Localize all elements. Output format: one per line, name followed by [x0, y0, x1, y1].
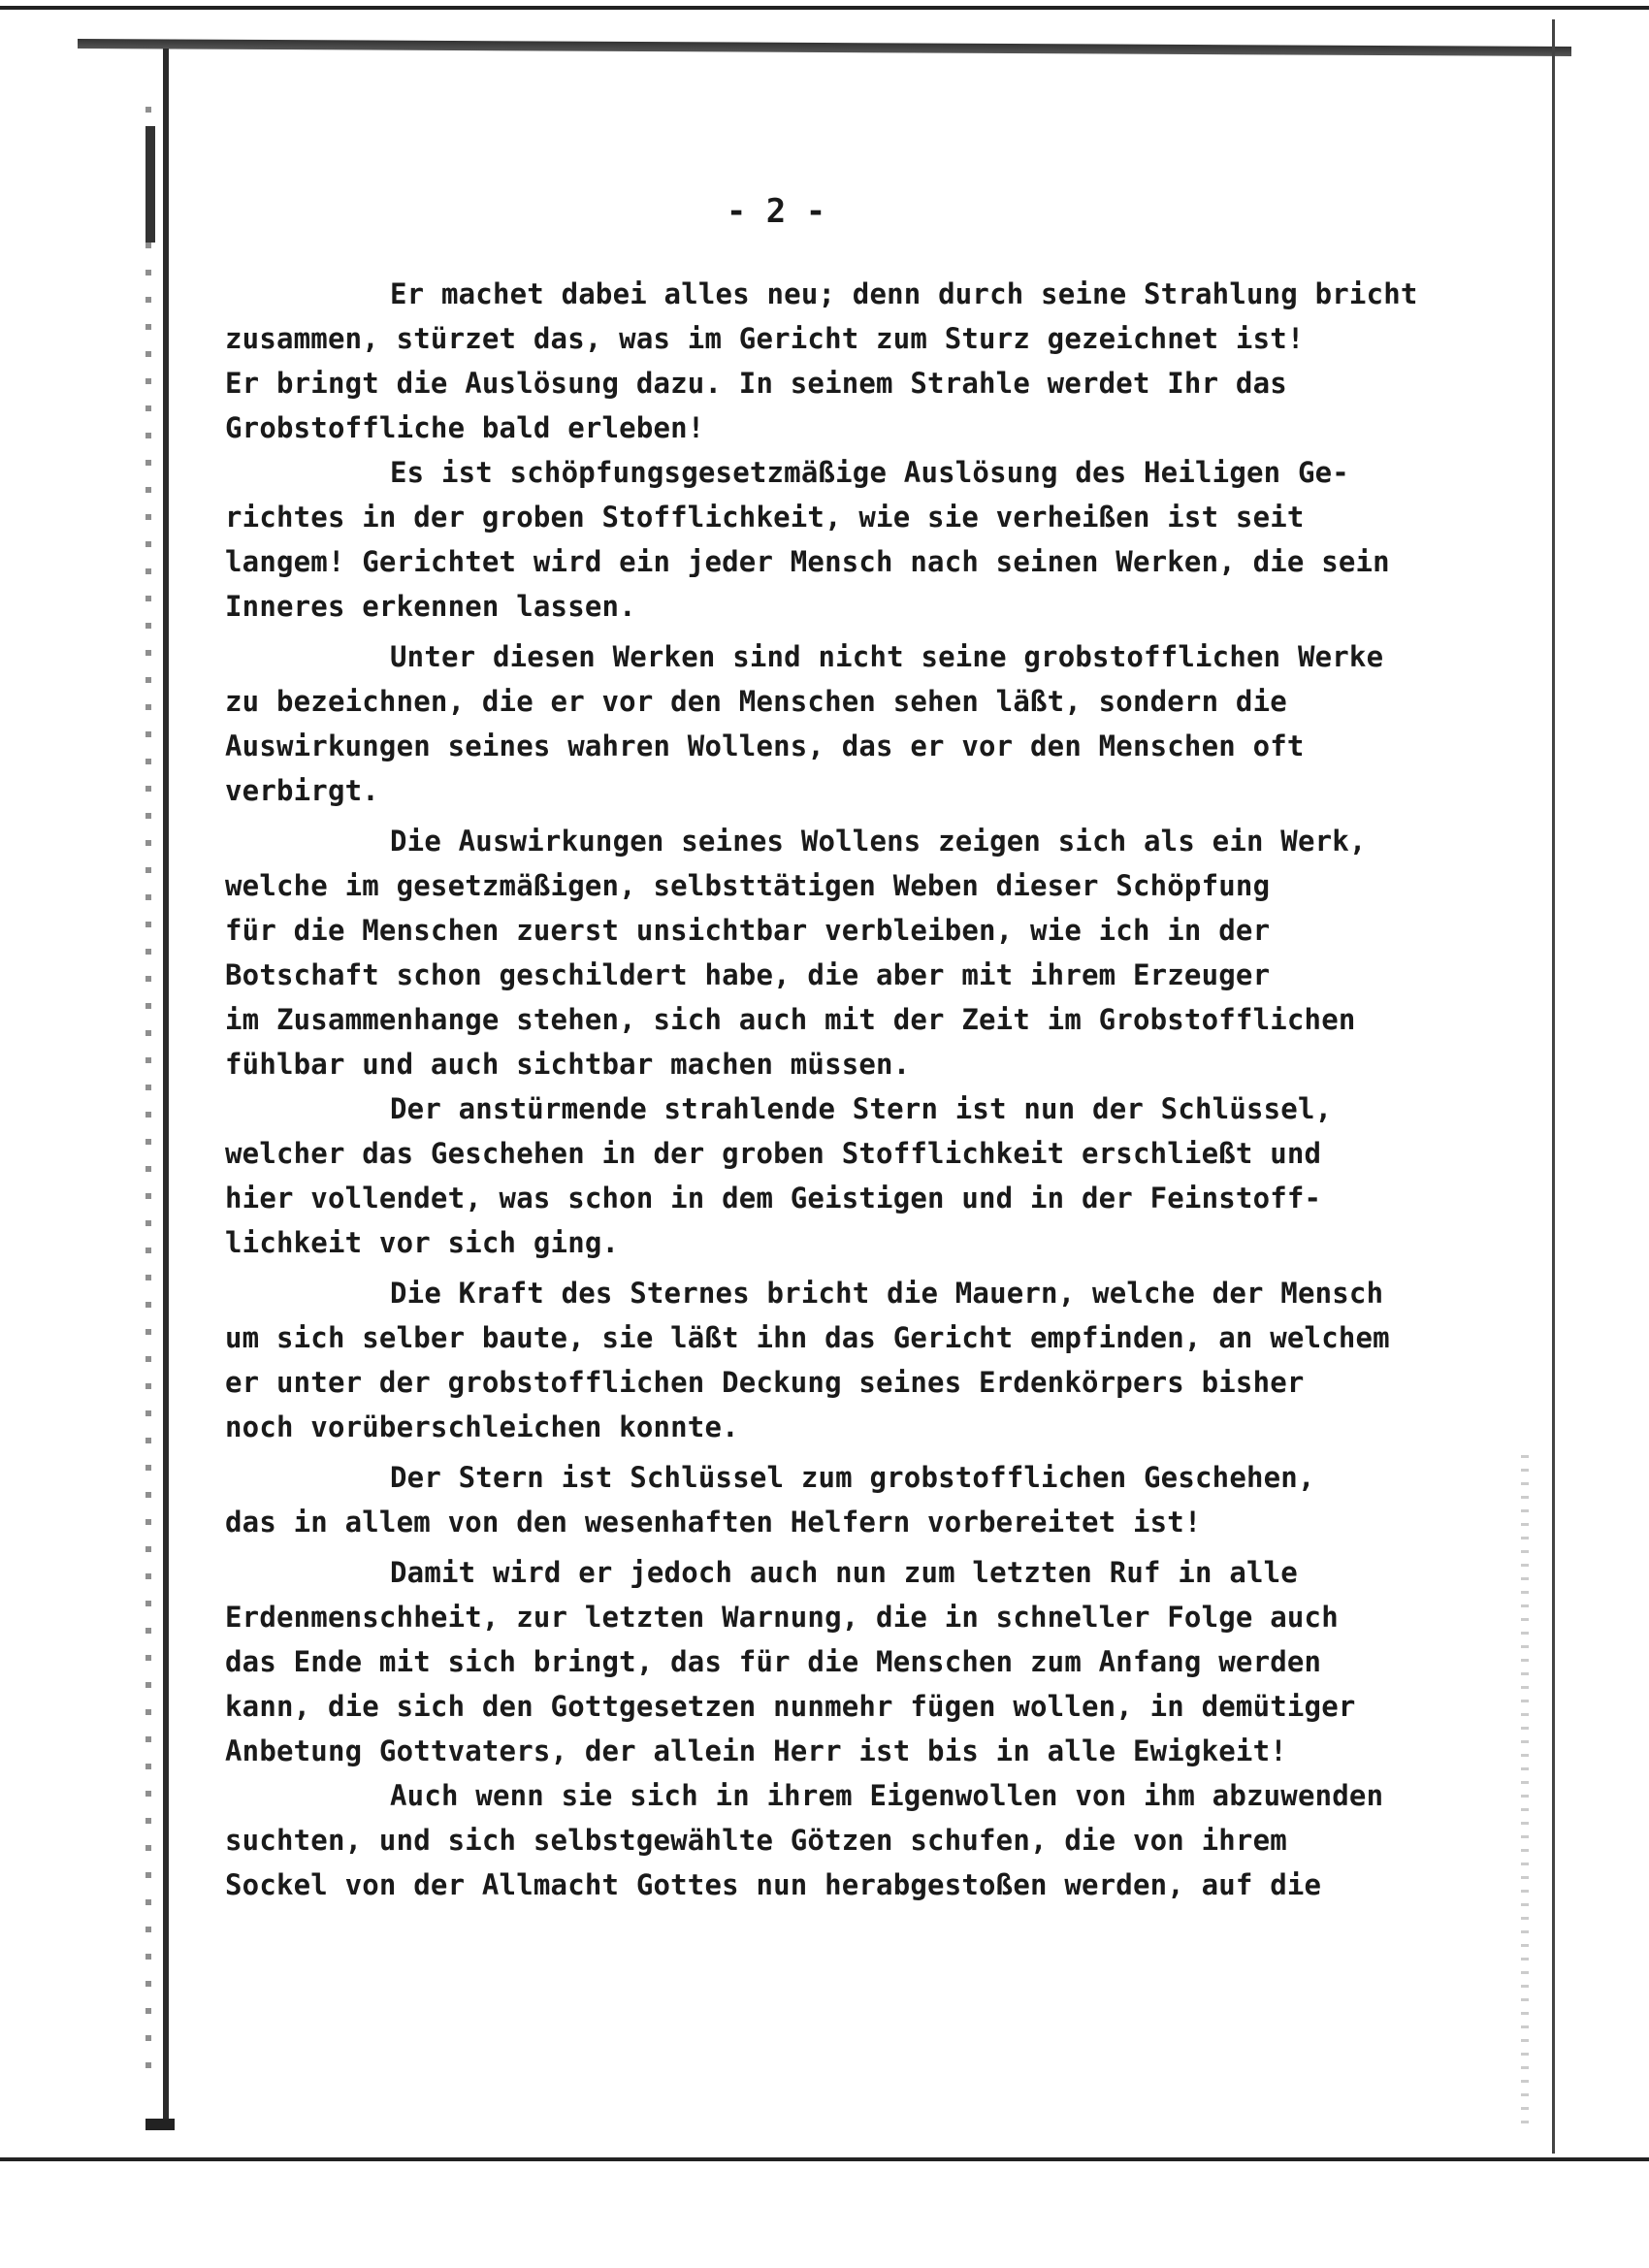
text-line: Es ist schöpfungsgesetzmäßige Auslösung des Heiligen Ge-	[390, 456, 1349, 489]
scan-border-bottom	[0, 2157, 1649, 2161]
text-line: er unter der grobstofflichen Deckung seines Erdenkörpers bisher	[225, 1366, 1305, 1399]
text-line: noch vorüberschleichen konnte.	[225, 1410, 739, 1443]
text-line: Der Stern ist Schlüssel zum grobstofflichen Geschehen,	[390, 1461, 1315, 1494]
text-line: zusammen, stürzet das, was im Gericht zum Sturz gezeichnet ist!	[225, 322, 1305, 355]
scan-binding-left	[163, 49, 169, 2124]
text-line: hier vollendet, was schon in dem Geistigen und in der Feinstoff-	[225, 1182, 1322, 1215]
text-line: Der anstürmende strahlende Stern ist nun der Schlüssel,	[390, 1092, 1333, 1125]
text-line: Anbetung Gottvaters, der allein Herr ist bis in alle Ewigkeit!	[225, 1734, 1287, 1767]
text-line: für die Menschen zuerst unsichtbar verbleiben, wie ich in der	[225, 914, 1271, 947]
text-line: welche im gesetzmäßigen, selbsttätigen Weben dieser Schöpfung	[225, 869, 1271, 902]
text-line: zu bezeichnen, die er vor den Menschen sehen läßt, sondern die	[225, 685, 1287, 718]
scan-binding-foot	[146, 2119, 175, 2130]
text-line: Damit wird er jedoch auch nun zum letzten Ruf in alle	[390, 1556, 1298, 1589]
text-line: Unter diesen Werken sind nicht seine grobstofflichen Werke	[390, 640, 1384, 673]
text-line: Er bringt die Auslösung dazu. In seinem Strahle werdet Ihr das	[225, 367, 1287, 400]
text-line: Auswirkungen seines wahren Wollens, das er vor den Menschen oft	[225, 729, 1305, 762]
text-line: das in allem von den wesenhaften Helfern vorbereitet ist!	[225, 1506, 1202, 1539]
text-line: Inneres erkennen lassen.	[225, 590, 636, 623]
text-line: Botschaft schon geschildert habe, die aber mit ihrem Erzeuger	[225, 958, 1271, 991]
text-line: langem! Gerichtet wird ein jeder Mensch nach seinen Werken, die sein	[225, 545, 1390, 578]
text-line: suchten, und sich selbstgewählte Götzen schufen, die von ihrem	[225, 1824, 1287, 1857]
text-line: fühlbar und auch sichtbar machen müssen.	[225, 1048, 911, 1081]
text-line: welcher das Geschehen in der groben Stofflichkeit erschließt und	[225, 1137, 1322, 1170]
text-line: Er machet dabei alles neu; denn durch seine Strahlung bricht	[390, 277, 1418, 310]
text-line: Erdenmenschheit, zur letzten Warnung, die in schneller Folge auch	[225, 1601, 1339, 1634]
text-line: Sockel von der Allmacht Gottes nun herabgestoßen werden, auf die	[225, 1868, 1322, 1901]
scan-margin-ticks	[146, 107, 151, 2086]
text-line: Auch wenn sie sich in ihrem Eigenwollen von ihm abzuwenden	[390, 1779, 1384, 1812]
text-line: um sich selber baute, sie läßt ihn das Gericht empfinden, an welchem	[225, 1321, 1390, 1354]
text-line: das Ende mit sich bringt, das für die Menschen zum Anfang werden	[225, 1645, 1322, 1678]
page-number: - 2 -	[726, 192, 826, 231]
scan-binding-top	[78, 39, 1571, 56]
scan-border-right	[1552, 19, 1555, 2154]
text-line: im Zusammenhange stehen, sich auch mit der Zeit im Grobstofflichen	[225, 1003, 1356, 1036]
text-line: lichkeit vor sich ging.	[225, 1226, 620, 1259]
text-line: verbirgt.	[225, 774, 379, 807]
text-line: Grobstoffliche bald erleben!	[225, 411, 705, 444]
text-line: Die Kraft des Sternes bricht die Mauern, welche der Mensch	[390, 1277, 1384, 1310]
text-line: richtes in der groben Stofflichkeit, wie sie verheißen ist seit	[225, 501, 1305, 534]
scan-border-top	[0, 6, 1649, 10]
text-line: kann, die sich den Gottgesetzen nunmehr fügen wollen, in demütiger	[225, 1690, 1356, 1723]
text-line: Die Auswirkungen seines Wollens zeigen sich als ein Werk,	[390, 825, 1367, 858]
document-body	[225, 272, 1544, 1907]
